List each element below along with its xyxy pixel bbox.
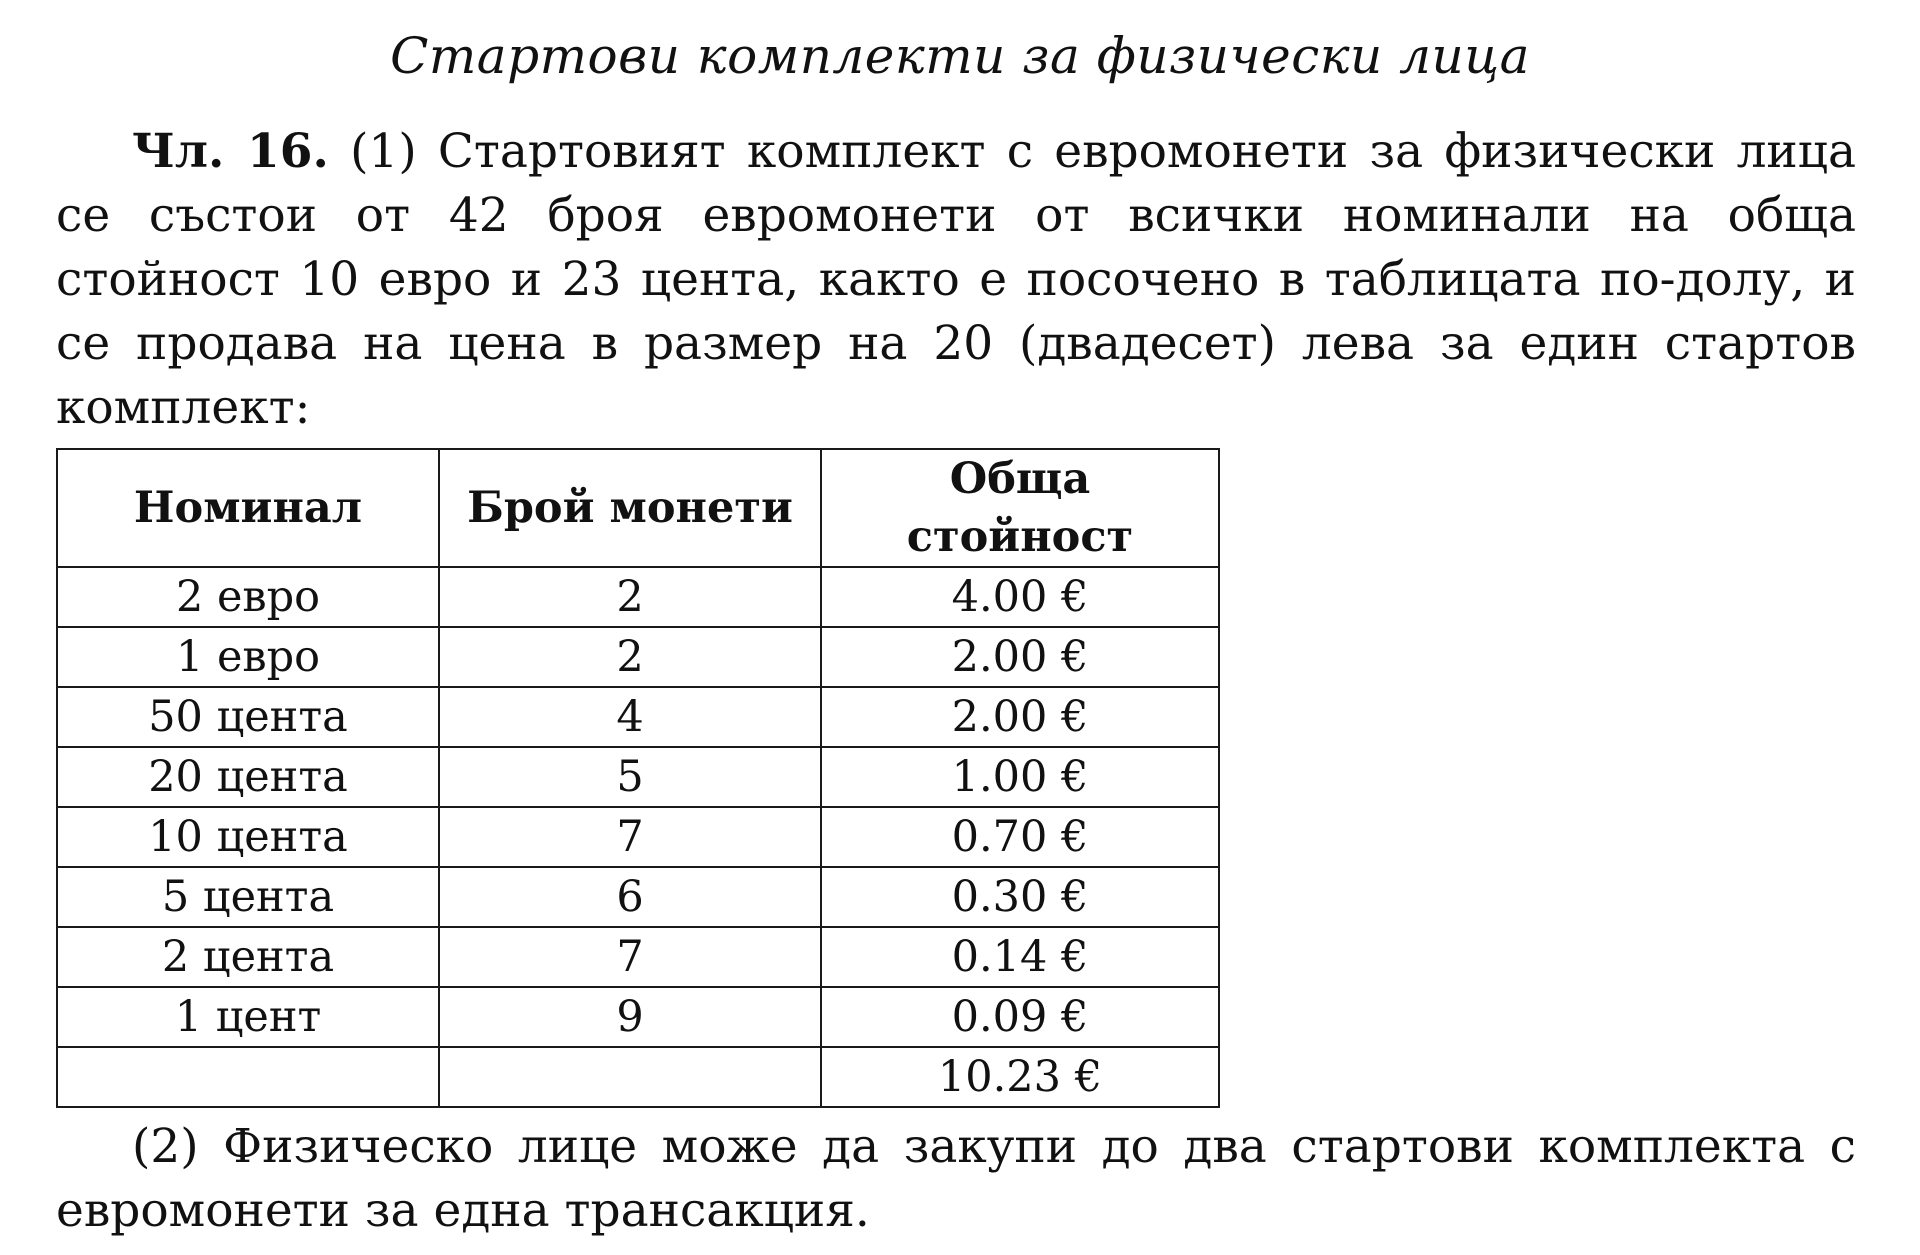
cell-denomination: 2 евро [57,567,439,627]
table-row [57,807,1219,867]
cell-denomination: 20 цента [57,747,439,807]
header-total-value: Обща стойност [821,449,1219,567]
cell-total-value: 1.00 € [821,747,1219,807]
table-row [57,627,1219,687]
header-denomination: Номинал [57,449,439,567]
cell-total-value: 4.00 € [821,567,1219,627]
cell-coin-count: 2 [439,567,821,627]
cell-denomination: 50 цента [57,687,439,747]
table-row [57,927,1219,987]
header-coin-count: Брой монети [439,449,821,567]
table-row [57,747,1219,807]
cell-denomination: 1 цент [57,987,439,1047]
table-header-row [57,449,1219,567]
cell-denomination: 1 евро [57,627,439,687]
cell-total-empty [439,1047,821,1107]
cell-total-empty [57,1047,439,1107]
cell-total-value: 0.70 € [821,807,1219,867]
cell-grand-total: 10.23 € [821,1047,1219,1107]
starter-kit-table [56,448,1220,1108]
section-heading: Стартови комплекти за физически лица [390,27,1530,85]
cell-coin-count: 6 [439,867,821,927]
table-row [57,567,1219,627]
cell-total-value: 0.14 € [821,927,1219,987]
cell-total-value: 2.00 € [821,627,1219,687]
table-row [57,987,1219,1047]
cell-coin-count: 7 [439,807,821,867]
cell-denomination: 2 цента [57,927,439,987]
cell-total-value: 0.09 € [821,987,1219,1047]
cell-coin-count: 7 [439,927,821,987]
cell-coin-count: 2 [439,627,821,687]
cell-total-value: 0.30 € [821,867,1219,927]
cell-coin-count: 4 [439,687,821,747]
cell-denomination: 10 цента [57,807,439,867]
cell-denomination: 5 цента [57,867,439,927]
paragraph-1-text: (1) Стартовият комплект с евромонети за физически лица се състои от 42 броя евромонети от всички номинали на обща стойност 10 евро и 23 цента, както е посочено в таблицата по-долу, и се продава на цена в размер на 20 (двадесет) лева за един стартов комплект: [56,124,1856,435]
cell-coin-count: 9 [439,987,821,1047]
cell-coin-count: 5 [439,747,821,807]
article-paragraph-2: (2) Физическо лице може да закупи до два стартови комплекта с евромонети за една трансакция. [56,1119,1856,1238]
cell-total-value: 2.00 € [821,687,1219,747]
table-total-row [57,1047,1219,1107]
article-label: Чл. 16. [132,124,329,179]
table-row [57,687,1219,747]
article-paragraph-1 [56,120,1856,440]
table-row [57,867,1219,927]
